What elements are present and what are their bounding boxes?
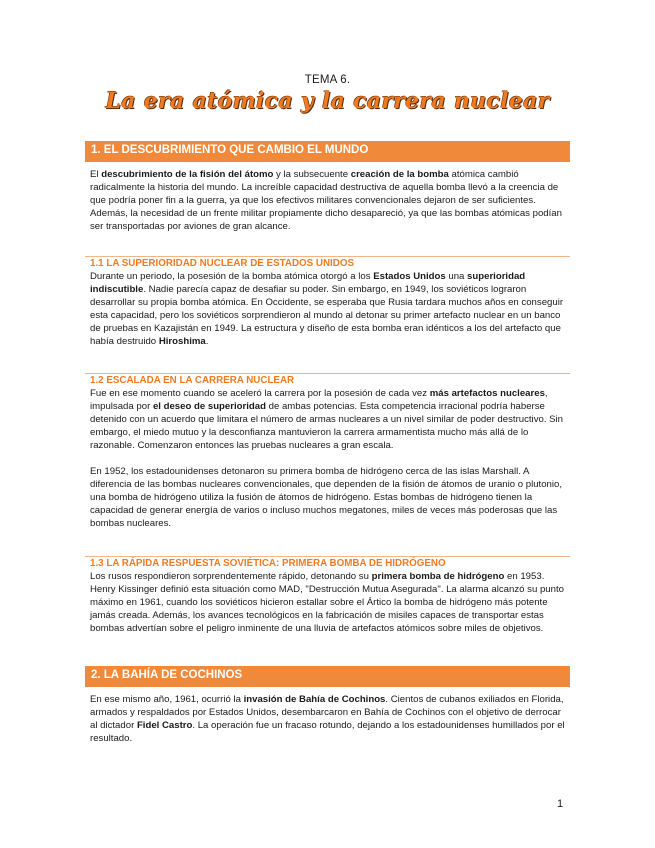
text-run: . La operación fue un fracaso rotundo, dejando a los estadounidenses humillados por el resultado. xyxy=(90,719,565,744)
text-run: atómica cambió radicalmente la historia del mundo. La increíble capacidad destructiva de aquella bomba llevó a la creencia de que podría poner fin a la guerra, ya que los efectivos militares convencionales dejaron de ser suficientes. Además, la necesidad de un frente militar propiamente dicho desapareció, ya que las bombas atómicas podían ser transportadas por aviones de gran alcance. xyxy=(90,169,562,232)
emphasis-text: el deseo de superioridad xyxy=(152,400,266,412)
text-run: , impulsada por xyxy=(90,388,548,412)
section-1-paragraph xyxy=(90,169,568,234)
text-run: Fue en ese momento cuando se aceleró la carrera por la posesión de cada vez xyxy=(90,388,430,399)
section-1-2-paragraph xyxy=(90,388,568,453)
text-run: Los rusos respondieron sorprendentemente rápido, detonando su xyxy=(90,571,372,582)
section-2-heading: 2. LA BAHÍA DE COCHINOS xyxy=(91,669,243,681)
emphasis-text: Hiroshima xyxy=(158,335,206,347)
section-1-header xyxy=(85,141,570,162)
topic-label: TEMA 6. xyxy=(304,74,351,86)
text-run: . xyxy=(205,335,209,347)
section-divider xyxy=(85,556,570,557)
emphasis-text: descubrimiento de la fisión del átomo xyxy=(101,169,274,180)
section-1-heading: 1. EL DESCUBRIMIENTO QUE CAMBIO EL MUNDO xyxy=(91,144,369,156)
emphasis-text: Fidel Castro xyxy=(136,719,193,731)
emphasis-text: creación de la bomba xyxy=(350,169,449,180)
text-run: . Cientos de cubanos exiliados en Florida, armados y respaldados por Estados Unidos, desembarcaron en Bahía de Cochinos con el objetivo de derrocar al dictador xyxy=(90,694,564,731)
text-run: de ambas potencias. Esta competencia irracional podría haberse detenido con un acuerdo que limitara el número de armas nucleares a un nivel similar de poder destructivo. Sin embargo, el miedo mutuo y la desconfianza mantuvieron la carrera armamentista mucho más allá de lo razonable. Comenzaron entonces las pruebas nucleares a gran escala. xyxy=(90,400,564,451)
text-run: En 1952, los estadounidenses detonaron su primera bomba de hidrógeno cerca de las islas Marshall. A diferencia de las bombas nucleares convencionales, que dependen de la fisión de átomos de uranio o plutonio, una bomba de hidrógeno utiliza la fusión de átomos de hidrógeno. Estas bombas de hidrógeno tienen la capacidad de generar energía de varios o incluso muchos megatones, miles de veces más poderosas que las bombas nucleares. xyxy=(90,466,563,529)
section-1-1-heading: 1.1 LA SUPERIORIDAD NUCLEAR DE ESTADOS UNIDOS xyxy=(90,258,354,269)
text-run: en 1953. Henry Kissinger definió esta situación como MAD, "Destrucción Mutua Asegurada". La alarma alcanzó su punto máximo en 1961, cuando los soviéticos hicieron estallar sobre el Ártico la bomba de hidrógeno más potente jamás creada. Además, los avances tecnológicos en la fabricación de misiles capaces de transportar estas bombas advertían sobre el peligro inminente de una lluvia de artefactos atómicos sobre miles de objetivos. xyxy=(90,571,564,634)
text-run: y la subsecuente xyxy=(273,169,351,180)
emphasis-text: primera bomba de hidrógeno xyxy=(371,571,505,582)
emphasis-text: Estados Unidos xyxy=(373,271,446,282)
section-2-header xyxy=(85,666,570,687)
page-number: 1 xyxy=(557,798,564,810)
text-run: El xyxy=(90,169,102,180)
section-1-1-paragraph xyxy=(90,271,568,348)
section-1-3-heading: 1.3 LA RÁPIDA RESPUESTA SOVIÉTICA: PRIMERA BOMBA DE HIDRÓGENO xyxy=(90,558,446,569)
section-2-paragraph xyxy=(90,694,568,746)
section-1-2-paragraph-2 xyxy=(90,466,568,531)
section-1-2-heading: 1.2 ESCALADA EN LA CARRERA NUCLEAR xyxy=(90,375,295,386)
text-run: . Nadie parecía capaz de desafiar su poder. Sin embargo, en 1949, los soviéticos lograron desarrollar su propia bomba atómica. En Occidente, se esperaba que Rusia tardara muchos años en conseguir esta capacidad, pero los soviéticos sorprendieron al mundo al detonar su primer artefacto nuclear en un banco de pruebas en Kazajistán en 1949. La estructura y diseño de esta bomba eran idénticos a los del artefacto que había destruido xyxy=(90,283,564,347)
text-run: una xyxy=(445,271,468,282)
text-run: Durante un periodo, la posesión de la bomba atómica otorgó a los xyxy=(90,271,374,282)
section-divider xyxy=(85,373,570,374)
emphasis-text: invasión de Bahía de Cochinos xyxy=(243,694,386,705)
section-divider xyxy=(85,256,570,257)
emphasis-text: superioridad indiscutible xyxy=(90,271,526,295)
section-1-3-paragraph xyxy=(90,571,568,636)
text-run: En ese mismo año, 1961, ocurrió la xyxy=(90,694,244,705)
emphasis-text: más artefactos nucleares xyxy=(429,388,545,399)
page-title: La era atómica y la carrera nuclear xyxy=(105,88,550,114)
